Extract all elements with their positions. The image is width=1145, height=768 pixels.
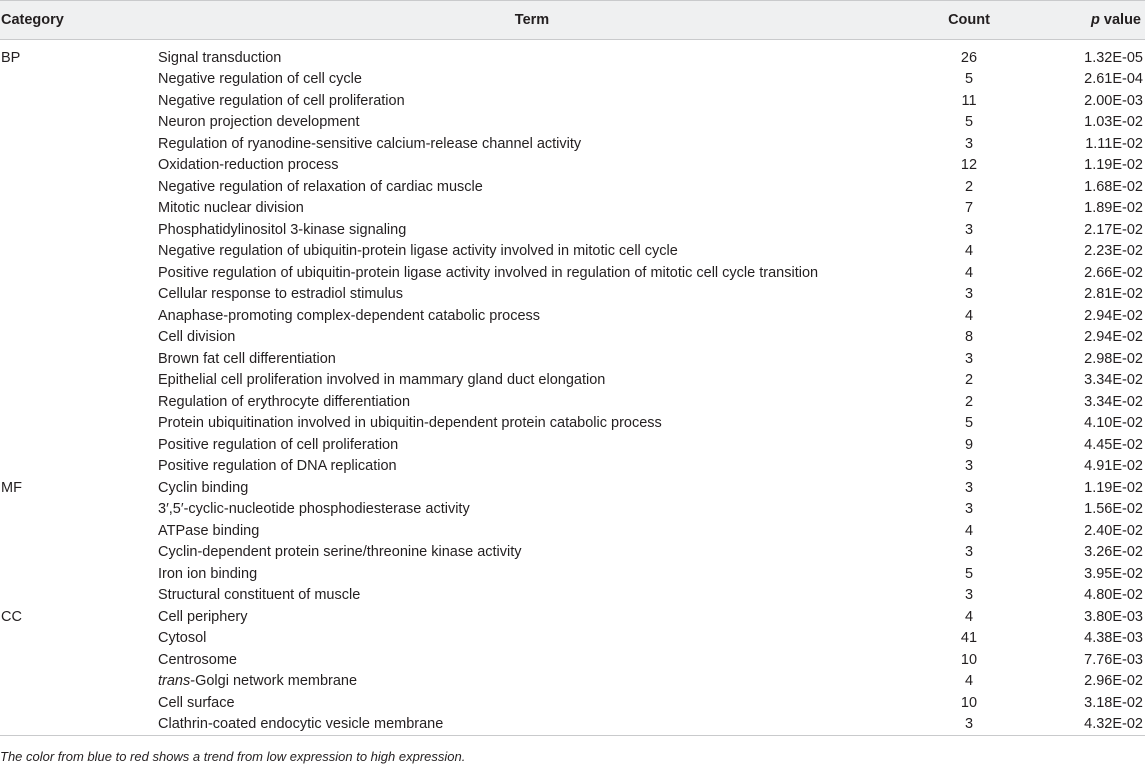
table-row [0, 48, 1145, 70]
table-row [0, 392, 1145, 414]
cell-p-value: 3.18E-02 [1084, 694, 1143, 711]
cell-count: 3 [964, 587, 974, 604]
cell-term: Epithelial cell proliferation involved in mammary gland duct elongation [158, 372, 606, 389]
cell-category [0, 112, 158, 134]
table-row [0, 91, 1145, 113]
cell-p-value: 1.68E-02 [1084, 178, 1143, 195]
cell-term: Cell surface [158, 694, 235, 711]
cell-p-value: 3.34E-02 [1084, 393, 1143, 410]
cell-category [0, 628, 158, 650]
cell-p-value: 4.32E-02 [1084, 716, 1143, 732]
cell-category [0, 69, 158, 91]
cell-term [158, 671, 906, 693]
cell-category [0, 177, 158, 199]
cell-p-value: 3.95E-02 [1084, 565, 1143, 582]
cell-category [0, 91, 158, 113]
cell-count: 3 [964, 479, 974, 496]
cell-category [0, 413, 158, 435]
table-header [0, 1, 1145, 40]
cell-count: 5 [964, 71, 974, 88]
cell-category [0, 263, 158, 285]
table-row [0, 478, 1145, 500]
table-row [0, 564, 1145, 586]
table-row [0, 585, 1145, 607]
cell-p-value: 2.00E-03 [1084, 92, 1143, 109]
table-row [0, 263, 1145, 285]
cell-p-value: 1.03E-02 [1084, 114, 1143, 131]
cell-count: 41 [960, 630, 978, 647]
cell-p-value: 1.32E-05 [1084, 49, 1143, 66]
table-body [0, 40, 1145, 736]
table-row [0, 327, 1145, 349]
cell-term: Cytosol [158, 630, 207, 647]
cell-p-value: 4.80E-02 [1084, 587, 1143, 604]
cell-category [0, 714, 158, 736]
cell-term: Structural constituent of muscle [158, 587, 361, 604]
cell-p-value: 3.80E-03 [1084, 608, 1143, 625]
term-text: -Golgi network membrane [190, 673, 358, 690]
cell-p-value: 2.98E-02 [1084, 350, 1143, 367]
cell-p-value: 4.45E-02 [1084, 436, 1143, 453]
cell-count: 3 [964, 544, 974, 561]
cell-category [0, 564, 158, 586]
cell-term: Regulation of erythrocyte differentiation [158, 393, 411, 410]
cell-category [0, 521, 158, 543]
cell-term: Centrosome [158, 651, 237, 668]
cell-term: Positive regulation of ubiquitin-protein ligase activity involved in regulation of mitotic cell cycle transition [158, 264, 819, 281]
cell-category [0, 134, 158, 156]
cell-category [0, 284, 158, 306]
cell-p-value: 1.19E-02 [1084, 479, 1143, 496]
cell-category [0, 392, 158, 414]
header-p-rest: value [1099, 12, 1141, 28]
cell-term: Cyclin binding [158, 479, 249, 496]
cell-p-value: 4.91E-02 [1084, 458, 1143, 475]
cell-category [0, 370, 158, 392]
header-category: Category [1, 12, 64, 28]
table-row [0, 650, 1145, 672]
table-row [0, 607, 1145, 629]
table-row [0, 220, 1145, 242]
table-row [0, 499, 1145, 521]
cell-category: BP [1, 49, 21, 66]
table-row [0, 671, 1145, 693]
table-row [0, 413, 1145, 435]
cell-p-value: 2.96E-02 [1084, 673, 1143, 690]
cell-p-value: 2.94E-02 [1084, 307, 1143, 324]
table-row [0, 435, 1145, 457]
cell-term: Neuron projection development [158, 114, 360, 131]
cell-category [0, 198, 158, 220]
cell-p-value: 4.10E-02 [1084, 415, 1143, 432]
cell-count: 12 [960, 157, 978, 174]
cell-category [0, 349, 158, 371]
table-row [0, 241, 1145, 263]
term-italic-prefix: trans [158, 673, 191, 690]
cell-term: Negative regulation of relaxation of cardiac muscle [158, 178, 483, 195]
cell-p-value: 2.66E-02 [1084, 264, 1143, 281]
cell-count: 3 [964, 286, 974, 303]
cell-p-value: 1.89E-02 [1084, 200, 1143, 217]
cell-p-value: 3.34E-02 [1084, 372, 1143, 389]
cell-p-value: 2.81E-02 [1084, 286, 1143, 303]
cell-p-value: 1.19E-02 [1084, 157, 1143, 174]
cell-term: Clathrin-coated endocytic vesicle membrane [158, 716, 444, 732]
cell-count: 2 [964, 393, 974, 410]
cell-p-value: 2.40E-02 [1084, 522, 1143, 539]
cell-count: 26 [960, 49, 978, 66]
cell-p-value: 2.94E-02 [1084, 329, 1143, 346]
cell-category [0, 671, 158, 693]
cell-category [0, 241, 158, 263]
cell-term: Phosphatidylinositol 3-kinase signaling [158, 221, 407, 238]
cell-category [0, 499, 158, 521]
cell-term: Negative regulation of ubiquitin-protein ligase activity involved in mitotic cell cycle [158, 243, 678, 260]
cell-term: Cellular response to estradiol stimulus [158, 286, 403, 303]
cell-category [0, 585, 158, 607]
table-row [0, 112, 1145, 134]
cell-term: Brown fat cell differentiation [158, 350, 336, 367]
cell-p-value: 2.61E-04 [1084, 71, 1143, 88]
table-row [0, 134, 1145, 156]
table-row [0, 521, 1145, 543]
table-row [0, 198, 1145, 220]
cell-count: 2 [964, 372, 974, 389]
cell-term: Signal transduction [158, 49, 282, 66]
header-p-value [1032, 1, 1145, 40]
cell-count: 3 [964, 221, 974, 238]
cell-category [0, 327, 158, 349]
cell-count: 10 [960, 651, 978, 668]
cell-term: Protein ubiquitination involved in ubiquitin-dependent protein catabolic process [158, 415, 662, 432]
cell-term: Cell division [158, 329, 236, 346]
cell-term: Negative regulation of cell cycle [158, 71, 362, 88]
header-count: Count [948, 12, 990, 28]
cell-count: 3 [964, 458, 974, 475]
cell-count: 3 [964, 350, 974, 367]
cell-p-value: 1.56E-02 [1084, 501, 1143, 518]
table-row [0, 456, 1145, 478]
table-row [0, 714, 1145, 736]
cell-count: 11 [961, 92, 977, 109]
cell-term: Cyclin-dependent protein serine/threonine kinase activity [158, 544, 522, 561]
cell-count: 2 [964, 178, 974, 195]
table-spacer [0, 40, 1145, 48]
cell-p-value: 7.76E-03 [1084, 651, 1143, 668]
cell-term: Positive regulation of cell proliferation [158, 436, 399, 453]
cell-p-value: 2.17E-02 [1084, 221, 1143, 238]
cell-count: 5 [964, 114, 974, 131]
cell-category [0, 693, 158, 715]
cell-count: 3 [964, 716, 974, 732]
cell-category [0, 220, 158, 242]
table-footnote: The color from blue to red shows a trend from low expression to high expression. [0, 749, 466, 764]
table-row [0, 155, 1145, 177]
cell-count: 4 [964, 307, 974, 324]
table-row [0, 693, 1145, 715]
cell-category [0, 306, 158, 328]
cell-category [0, 650, 158, 672]
table-row [0, 349, 1145, 371]
cell-term: Oxidation-reduction process [158, 157, 339, 174]
cell-count: 4 [964, 264, 974, 281]
table-row [0, 370, 1145, 392]
cell-category: CC [1, 608, 22, 625]
cell-term: Regulation of ryanodine-sensitive calcium-release channel activity [158, 135, 582, 152]
cell-count: 4 [964, 673, 974, 690]
table-row [0, 628, 1145, 650]
cell-count: 3 [964, 135, 974, 152]
cell-term: 3′,5′-cyclic-nucleotide phosphodiesterase activity [158, 501, 470, 518]
cell-term: Negative regulation of cell proliferation [158, 92, 405, 109]
cell-category [0, 456, 158, 478]
header-p-italic: p [1091, 12, 1100, 28]
cell-term: Anaphase-promoting complex-dependent catabolic process [158, 307, 541, 324]
cell-p-value: 1.11E-02 [1085, 135, 1143, 152]
table-row [0, 542, 1145, 564]
cell-p-value: 3.26E-02 [1084, 544, 1143, 561]
cell-term: Iron ion binding [158, 565, 258, 582]
cell-count: 10 [960, 694, 978, 711]
cell-count: 5 [964, 565, 974, 582]
cell-count: 9 [964, 436, 974, 453]
cell-count: 8 [964, 329, 974, 346]
cell-term: Positive regulation of DNA replication [158, 458, 397, 475]
table-row [0, 306, 1145, 328]
cell-p-value: 2.23E-02 [1084, 243, 1143, 260]
cell-p-value: 4.38E-03 [1084, 630, 1143, 647]
cell-count: 4 [964, 522, 974, 539]
header-row [0, 1, 1145, 40]
cell-count: 3 [964, 501, 974, 518]
cell-count: 4 [964, 243, 974, 260]
table-row [0, 69, 1145, 91]
cell-category: MF [1, 479, 22, 496]
cell-term: Cell periphery [158, 608, 248, 625]
cell-category [0, 542, 158, 564]
table-row [0, 284, 1145, 306]
header-term: Term [514, 12, 550, 28]
table-row [0, 177, 1145, 199]
cell-term: Mitotic nuclear division [158, 200, 304, 217]
cell-category [0, 155, 158, 177]
cell-count: 5 [964, 415, 974, 432]
cell-term: ATPase binding [158, 522, 260, 539]
cell-count: 7 [964, 200, 974, 217]
cell-category [0, 435, 158, 457]
cell-count: 4 [964, 608, 974, 625]
